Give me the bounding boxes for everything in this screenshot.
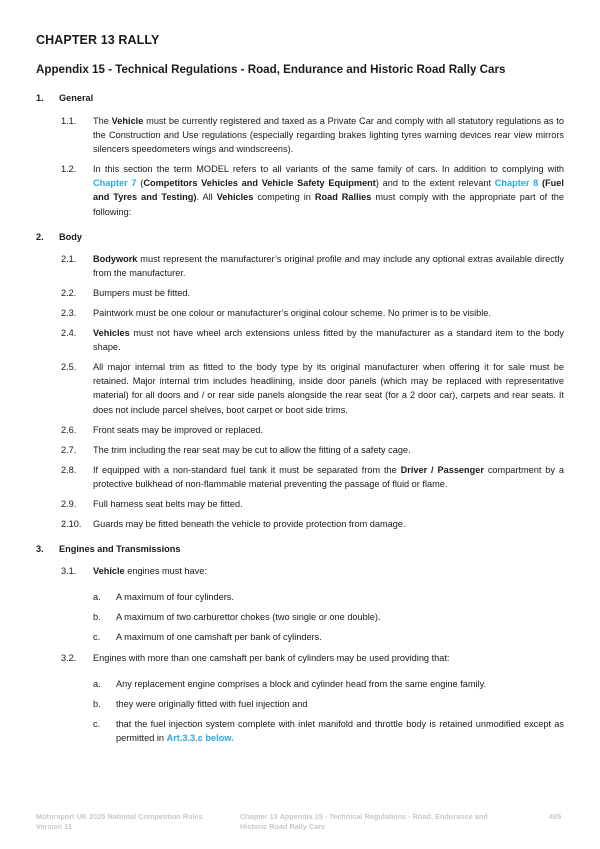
footer-middle [240,812,530,832]
clause-2-1 [61,252,564,280]
text: must comply with the appropriate part of the following: [93,192,564,217]
text: ( [136,178,144,189]
text: engines must have: [124,566,207,577]
text: If equipped with a non-standard fuel tank it must be separated from the [93,464,401,475]
clause-number: 2.4. [61,328,77,339]
clause-number: 2.9. [61,498,77,509]
footer-chapter: Chapter 13 Appendix 15 - Technical Regulations - Road, Endurance and [240,812,488,821]
clause-number: 2.5. [61,362,77,373]
clause-text: All major internal trim as fitted to the body type by its original manufacturer when offering it for sale must be retained. Major internal trim includes headlining, inside door panels (which may be replaced with representative material) for all doors and / or rear side panels alongside the rear seat (for a 2 door car), carpets and rear seats. It does not include parcel shelves, boot carpet or boot side trims. [93,362,564,415]
section-heading-engines [36,539,600,558]
text: must be currently registered and taxed as a Private Car and comply with all statutory regulations as to the Construction and Use regulations (especially regarding brakes lighting tyres warning devices rear view mirrors silencers speedometers wings and windscreens). [93,116,564,155]
clause-text: Paintwork must be one colour or manufacturer’s original colour scheme. No primer is to be visible. [93,307,491,318]
clause-text [93,252,564,280]
document-body [0,88,600,745]
chapter-8-link[interactable]: Chapter 8 [494,178,539,189]
clause-number: 2.3. [61,307,77,318]
clause-text: Full harness seat belts may be fitted. [93,498,243,509]
list-text: A maximum of two carburettor chokes (two single or one double). [116,612,381,623]
list-text: Any replacement engine comprises a block and cylinder head from the same engine family. [116,678,487,689]
clause-number: 2.6. [61,424,77,435]
term-bold: Vehicles [93,328,130,339]
section-heading-general [36,88,600,107]
text: . All [196,192,217,203]
clause-text [93,564,564,578]
clause-1-2 [61,162,564,218]
list-item [93,610,564,624]
section-title: Engines and Transmissions [59,544,181,555]
term-bold: Vehicle [93,566,125,577]
term-bold: Competitors Vehicles and Vehicle Safety Equipment [143,178,376,189]
art-3-3-c-link[interactable]: Art.3.3.c below. [166,732,234,743]
clause-2-8 [61,463,564,491]
list-marker: a. [93,678,101,689]
section-number: 2. [36,231,44,242]
clause-number: 3.2. [61,652,77,663]
clause-text: Guards may be fitted beneath the vehicle to provide protection from damage. [93,519,406,530]
list-marker: c. [93,718,101,729]
term-bold: Vehicle [111,116,144,126]
term-bold: Road Rallies [314,192,372,203]
clause-number: 2.8. [61,464,77,475]
list-item [93,677,564,691]
clause-1-1 [61,114,564,156]
clause-2-6 [61,423,564,437]
clause-text: Front seats may be improved or replaced. [93,424,264,435]
list-text [116,717,564,745]
text: ) and to the extent relevant [375,178,495,189]
clause-text [93,162,564,218]
clause-2-7 [61,443,564,457]
clause-2-3 [61,306,564,320]
text: must not have wheel arch extensions unless fitted by the manufacturer as a standard item to the body shape. [93,328,564,353]
list-text: A maximum of four cylinders. [116,592,234,603]
clause-number: 3.1. [61,566,77,577]
clause-number: 2.1. [61,253,77,264]
clause-2-4 [61,326,564,354]
clause-text [93,463,564,491]
text: that the fuel injection system complete with inlet manifold and throttle body is retained unmodified except as permitted in [116,718,564,743]
text: The [93,116,112,126]
text: must represent the manufacturer’s original profile and may include any optional extras available directly from the manufacturer. [93,253,564,278]
list-text: they were originally fitted with fuel injection and [116,698,308,709]
section-number: 1. [36,93,44,103]
text: compartment by a protective bulkhead of non-flammable material preventing the passage of fluid or flame. [93,464,564,489]
clause-2-10 [61,517,564,531]
term-bold: Driver / Passenger [400,464,484,475]
chapter-7-link[interactable]: Chapter 7 [93,178,137,189]
term-bold: Bodywork [93,253,138,264]
clause-text [93,114,564,156]
list-item [93,717,564,745]
list-marker: b. [93,612,101,623]
clause-number: 1.2. [61,164,77,175]
clause-number: 2.2. [61,287,77,298]
footer-chapter-cont: Historic Road Rally Cars [240,822,326,831]
list-marker: b. [93,698,101,709]
clause-2-5 [61,360,564,416]
term-bold: Vehicles [216,192,254,203]
list-marker: c. [93,632,101,643]
footer-version: Version 11 [36,822,73,831]
chapter-title: CHAPTER 13 RALLY [36,33,160,47]
text: competing in [253,192,315,203]
clause-2-2 [61,286,564,300]
appendix-title: Appendix 15 - Technical Regulations - Road, Endurance and Historic Road Rally Cars [36,63,506,76]
footer-left [36,812,203,832]
list-item [93,697,564,711]
section-heading-body [36,227,600,246]
clause-number: 1.1. [61,116,77,126]
list-item [93,630,564,644]
clause-text: Bumpers must be fitted. [93,287,191,298]
term-bold: (Fuel and Tyres and Testing) [93,178,564,203]
list-text: A maximum of one camshaft per bank of cylinders. [116,632,322,643]
page-number: 495 [549,812,562,821]
text: In this section the term MODEL refers to all variants of the same family of cars. In addition to complying with [93,164,564,175]
list-marker: a. [93,592,101,603]
clause-number: 2.7. [61,444,77,455]
section-title: General [59,93,94,103]
section-title: Body [59,231,82,242]
clause-text: The trim including the rear seat may be cut to allow the fitting of a safety cage. [93,444,411,455]
clause-text [93,326,564,354]
footer-publication: Motorsport UK 2025 National Competition Rules [36,812,203,821]
clause-number: 2.10. [61,519,82,530]
clause-text: Engines with more than one camshaft per bank of cylinders may be used providing that: [93,652,450,663]
clause-2-9 [61,497,564,511]
clause-3-1 [61,564,564,578]
section-number: 3. [36,544,44,555]
list-item [93,590,564,604]
clause-3-2 [61,651,564,665]
